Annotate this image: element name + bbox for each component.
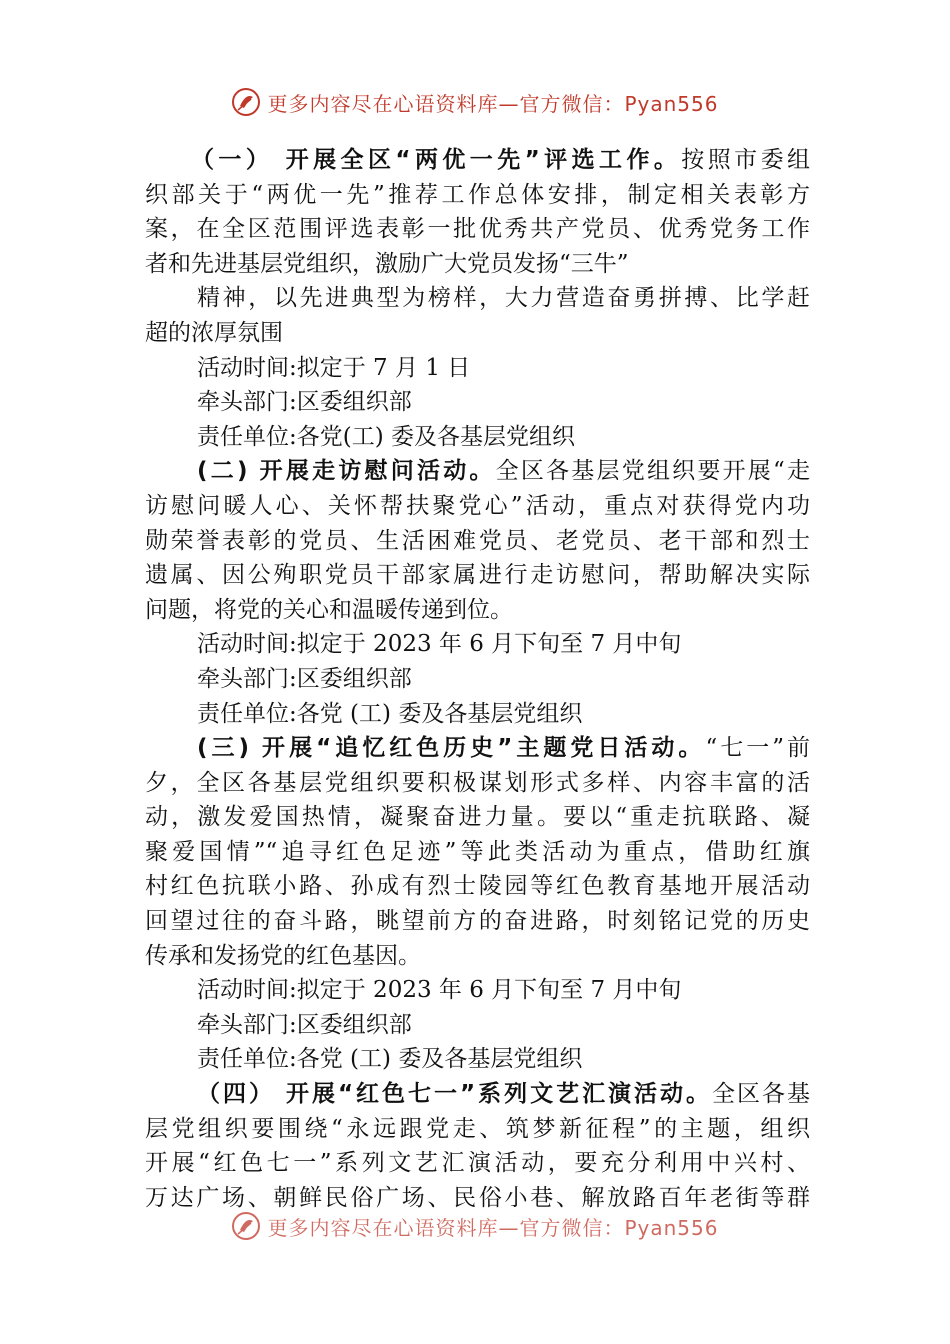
paragraph-line: 勋荣誉表彰的党员、生活困难党员、老党员、老干部和烈士	[145, 527, 810, 554]
paragraph-line: 万达广场、朝鲜民俗广场、民俗小巷、解放路百年老街等群	[145, 1184, 810, 1211]
lead-department: 牵头部门:区委组织部	[197, 1011, 412, 1038]
watermark-footer	[0, 1206, 950, 1246]
paragraph-line: 问题，将党的关心和温暖传递到位。	[145, 596, 513, 623]
responsible-units: 责任单位:各党 (工) 委及各基层党组织	[197, 700, 583, 727]
watermark-header	[0, 82, 950, 122]
paragraph-line: 聚爱国情”“追寻红色足迹”等此类活动为重点，借助红旗	[145, 838, 810, 865]
paragraph-line: 织部关于“两优一先”推荐工作总体安排，制定相关表彰方	[145, 181, 810, 208]
section-3-first-line	[145, 731, 810, 766]
paragraph-line: 传承和发扬党的红色基因。	[145, 942, 421, 969]
document-body	[145, 143, 810, 1213]
lead-department: 牵头部门:区委组织部	[197, 665, 412, 692]
section-2-first-line	[145, 454, 810, 489]
activity-time: 活动时间:拟定于 7 月 1 日	[197, 354, 471, 381]
paragraph-line: 精神，以先进典型为榜样，大力营造奋勇拼搏、比学赶	[197, 285, 810, 312]
paragraph-line: 遗属、因公殉职党员干部家属进行走访慰问，帮助解决实际	[145, 562, 810, 589]
responsible-units: 责任单位:各党(工) 委及各基层党组织	[197, 423, 576, 450]
paragraph-line: 案，在全区范围评选表彰一批优秀共产党员、优秀党务工作	[145, 216, 810, 243]
section-4-heading: （四） 开展“红色七一”系列文艺汇演活动。	[197, 1081, 713, 1108]
section-1-first-line	[145, 143, 810, 178]
section-3-text: “七一”前	[705, 735, 810, 762]
lead-department: 牵头部门:区委组织部	[197, 389, 412, 416]
activity-time: 活动时间:拟定于 2023 年 6 月下旬至 7 月中旬	[197, 977, 682, 1004]
section-4-text: 全区各基	[712, 1081, 810, 1108]
paragraph-line: 者和先进基层党组织，激励广大党员发扬“三牛”	[145, 250, 629, 277]
paragraph-line: 访慰问暖人心、关怀帮扶聚党心”活动，重点对获得党内功	[145, 492, 810, 519]
responsible-units: 责任单位:各党 (工) 委及各基层党组织	[197, 1046, 583, 1073]
paragraph-line: 层党组织要围绕“永远跟党走、筑梦新征程”的主题，组织	[145, 1115, 810, 1142]
watermark-text: 更多内容尽在心语资料库—官方微信：Pyan556	[267, 1215, 719, 1240]
section-4-first-line	[145, 1077, 810, 1112]
watermark-text: 更多内容尽在心语资料库—官方微信：Pyan556	[267, 91, 719, 116]
activity-time: 活动时间:拟定于 2023 年 6 月下旬至 7 月中旬	[197, 631, 682, 658]
paragraph-line: 超的浓厚氛围	[145, 319, 283, 346]
section-2-heading: (二) 开展走访慰问活动。	[197, 458, 496, 485]
paragraph-line: 回望过往的奋斗路，眺望前方的奋进路，时刻铭记党的历史	[145, 908, 810, 935]
paragraph-line: 开展“红色七一”系列文艺汇演活动，要充分利用中兴村、	[145, 1150, 810, 1177]
logo-icon	[231, 87, 261, 117]
paragraph-line: 动，激发爱国热情，凝聚奋进力量。要以“重走抗联路、凝	[145, 804, 810, 831]
section-2-text: 全区各基层党组织要开展“走	[495, 458, 810, 485]
paragraph-line: 村红色抗联小路、孙成有烈士陵园等红色教育基地开展活动	[145, 873, 810, 900]
section-1-heading: （一） 开展全区“两优一先”评选工作。	[191, 147, 682, 173]
section-1-text: 按照市委组	[681, 147, 810, 173]
paragraph-line: 夕，全区各基层党组织要积极谋划形式多样、内容丰富的活	[145, 769, 810, 796]
section-3-heading: (三) 开展“追忆红色历史”主题党日活动。	[197, 735, 706, 762]
logo-icon	[231, 1211, 261, 1241]
